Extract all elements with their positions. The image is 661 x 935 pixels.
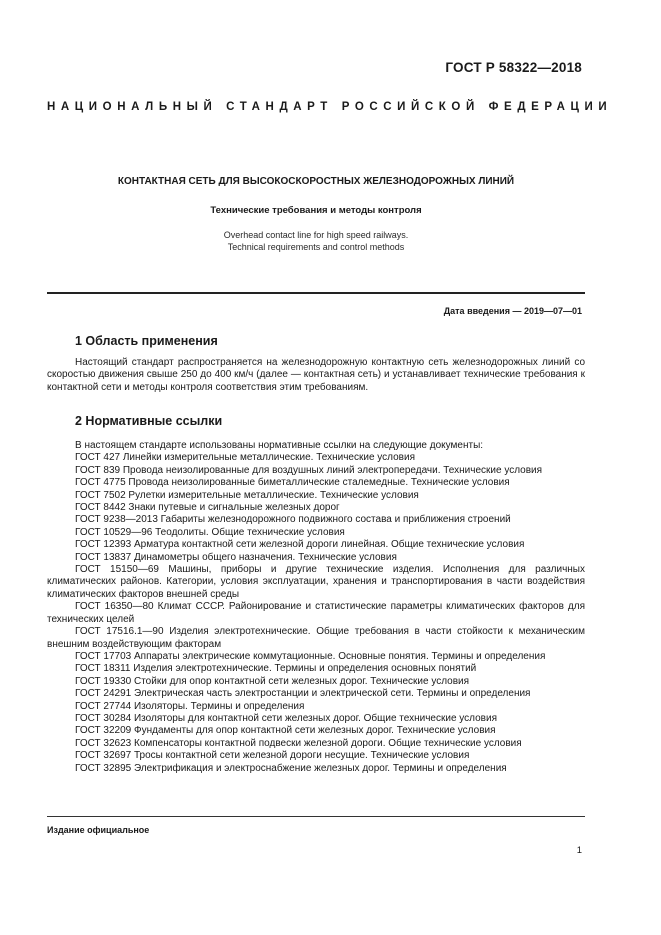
reference-item: ГОСТ 839 Провода неизолированные для воздушных линий электропередачи. Технические условия xyxy=(75,464,543,476)
footer-divider xyxy=(47,816,585,817)
reference-item: ГОСТ 32209 Фундаменты для опор контактной сети железных дорог. Технические условия xyxy=(75,725,496,737)
reference-item: ГОСТ 30284 Изоляторы для контактной сети железных дорог. Общие технические условия xyxy=(75,712,497,724)
reference-item: ГОСТ 32623 Компенсаторы контактной подвески железной дороги. Общие технические условия xyxy=(75,737,522,749)
national-standard-banner: НАЦИОНАЛЬНЫЙ СТАНДАРТ РОССИЙСКОЙ ФЕДЕРАЦИИ xyxy=(47,101,613,113)
section-1-paragraph: Настоящий стандарт распространяется на железнодорожную контактную сеть железнодорожных линий со скоростью движения свыше 250 до 400 км/ч (далее — контактная сеть) и устанавливает технические требования к контактной сети и методы контроля соответствия этим требованиям. xyxy=(47,357,585,393)
reference-item: ГОСТ 427 Линейки измерительные металлические. Технические условия xyxy=(75,452,415,464)
section-1-heading: 1 Область применения xyxy=(75,334,218,348)
section-2-heading: 2 Нормативные ссылки xyxy=(75,414,223,428)
reference-item: ГОСТ 19330 Стойки для опор контактной сети железных дорог. Технические условия xyxy=(75,675,470,687)
reference-item: ГОСТ 17516.1—90 Изделия электротехнические. Общие требования в части стойкости к механическим внешним воздействующим факторам xyxy=(47,626,585,650)
reference-item: ГОСТ 16350—80 Климат СССР. Районирование и статистические параметры климатических факторов для технических целей xyxy=(47,601,585,625)
reference-item: ГОСТ 32895 Электрификация и электроснабжение железных дорог. Термины и определения xyxy=(75,762,507,774)
edition-label: Издание официальное xyxy=(47,825,150,835)
document-number: ГОСТ Р 58322—2018 xyxy=(445,60,582,75)
document-title: КОНТАКТНАЯ СЕТЬ ДЛЯ ВЫСОКОСКОРОСТНЫХ ЖЕЛЕЗНОДОРОЖНЫХ ЛИНИЙ xyxy=(117,176,515,187)
reference-item: ГОСТ 8442 Знаки путевые и сигнальные железных дорог xyxy=(75,502,340,514)
page-number: 1 xyxy=(576,845,582,856)
reference-item: ГОСТ 15150—69 Машины, приборы и другие технические изделия. Исполнения для различных климатических районов. Категории, условия эксплуатации, хранения и транспортирования в части воздействия климатических факторов внешней среды xyxy=(47,564,585,600)
normative-references-list xyxy=(47,440,585,775)
section-1-body xyxy=(47,357,585,394)
reference-item: ГОСТ 17703 Аппараты электрические коммутационные. Основные понятия. Термины и определения xyxy=(75,650,546,662)
reference-item: ГОСТ 13837 Динамометры общего назначения. Технические условия xyxy=(75,551,397,563)
english-title-line-2: Technical requirements and control methods xyxy=(227,241,405,252)
reference-item: ГОСТ 24291 Электрическая часть электростанции и электрической сети. Термины и определения xyxy=(75,688,531,700)
reference-item: ГОСТ 7502 Рулетки измерительные металлические. Технические условия xyxy=(75,489,419,501)
header-divider xyxy=(47,292,585,294)
references-intro: В настоящем стандарте использованы нормативные ссылки на следующие документы: xyxy=(75,440,484,451)
introduction-date: Дата введения — 2019—07—01 xyxy=(443,306,582,316)
reference-item: ГОСТ 32697 Тросы контактной сети железной дороги несущие. Технические условия xyxy=(75,750,470,762)
english-title-line-1: Overhead contact line for high speed railways. xyxy=(223,230,409,240)
reference-item: ГОСТ 27744 Изоляторы. Термины и определения xyxy=(75,700,305,712)
reference-item: ГОСТ 4775 Провода неизолированные биметаллические сталемедные. Технические условия xyxy=(75,477,510,489)
document-subtitle: Технические требования и методы контроля xyxy=(210,205,422,216)
reference-item: ГОСТ 9238—2013 Габариты железнодорожного подвижного состава и приближения строений xyxy=(75,514,511,526)
reference-item: ГОСТ 12393 Арматура контактной сети железной дороги линейная. Общие технические условия xyxy=(75,539,525,551)
reference-item: ГОСТ 10529—96 Теодолиты. Общие технические условия xyxy=(75,526,345,538)
english-title xyxy=(47,230,585,253)
reference-item: ГОСТ 18311 Изделия электротехнические. Термины и определения основных понятий xyxy=(75,663,477,675)
